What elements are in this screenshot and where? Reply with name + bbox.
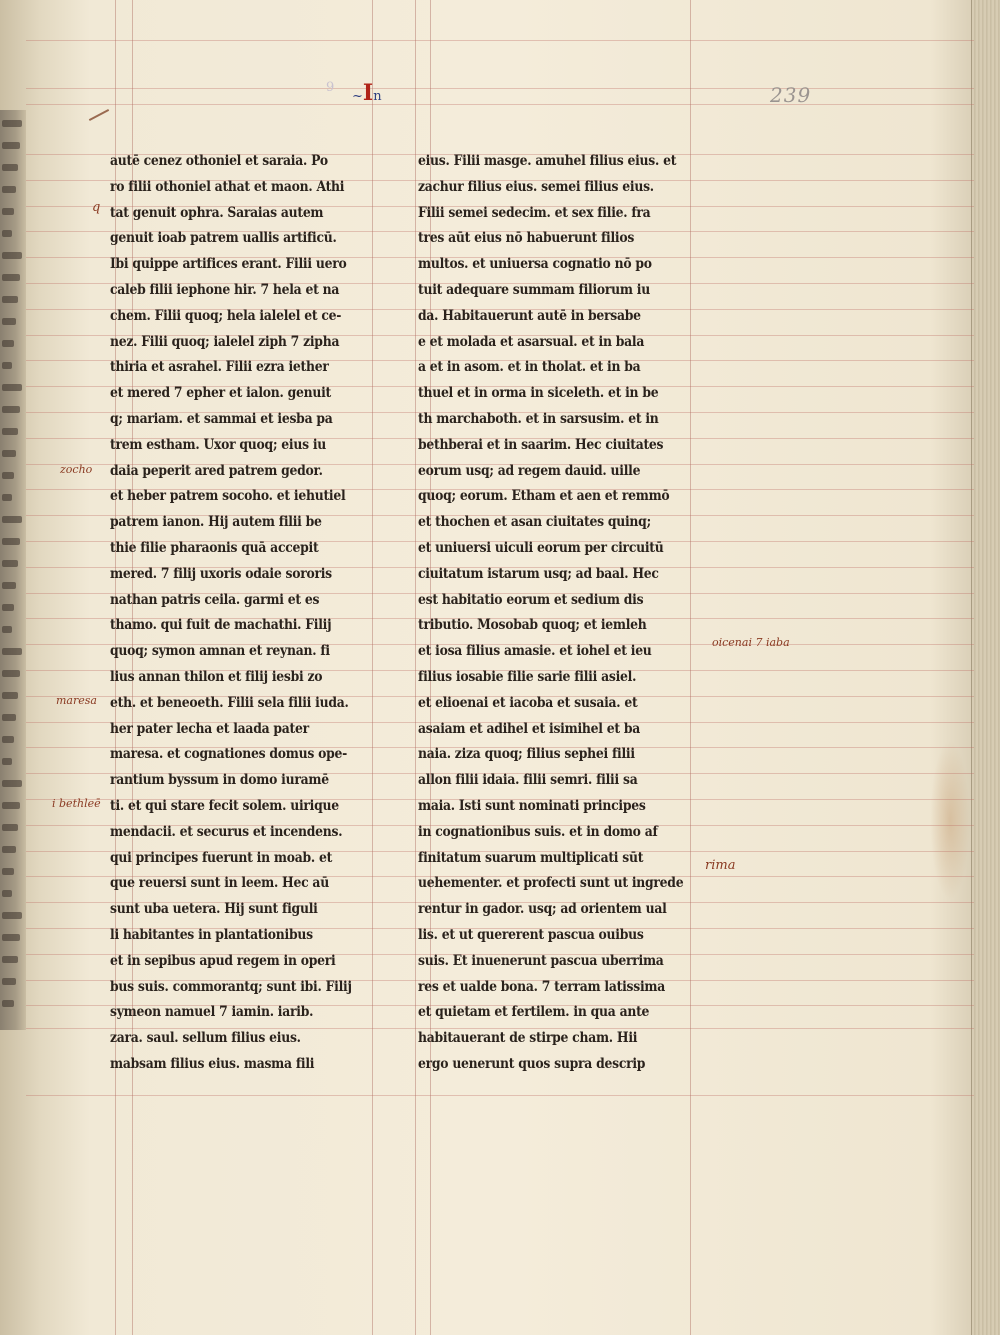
- text-line: asaiam et adihel et isimihel et ba: [418, 719, 641, 737]
- text-line: eorum usq; ad regem dauid. uille: [418, 461, 641, 479]
- text-line: qui principes fuerunt in moab. et: [110, 848, 333, 866]
- bleed-through-line: [2, 296, 18, 303]
- text-line: suis. Et inuenerunt pascua uberrima: [418, 951, 664, 969]
- bleed-through-line: [2, 120, 22, 127]
- margin-note-q: q: [92, 200, 101, 215]
- text-line: rantium byssum in domo iuramē: [110, 771, 329, 789]
- faint-mark: 9: [326, 80, 335, 95]
- bleed-through-line: [2, 956, 18, 963]
- text-line: allon filii idaia. filii semri. filii sa: [418, 771, 638, 789]
- bleed-through-line: [2, 340, 14, 347]
- bleed-through-line: [2, 934, 20, 941]
- text-line: thuel et in orma in siceleth. et in be: [418, 384, 659, 402]
- bleed-through-line: [2, 890, 12, 897]
- text-line: et elioenai et iacoba et susaia. et: [418, 693, 638, 711]
- folio-number: 239: [770, 83, 812, 107]
- text-line: et in sepibus apud regem in operi: [110, 951, 336, 969]
- text-line: trem estham. Uxor quoq; eius iu: [110, 435, 327, 453]
- text-line: est habitatio eorum et sedium dis: [418, 590, 644, 608]
- text-line: maia. Isti sunt nominati principes: [418, 796, 646, 814]
- bleed-through-line: [2, 758, 12, 765]
- text-line: nez. Filii quoq; ialelel ziph 7 zipha: [110, 332, 340, 350]
- text-line: tat genuit ophra. Saraias autem: [110, 203, 324, 221]
- bleed-through-line: [2, 802, 20, 809]
- margin-note-maresa: maresa: [56, 694, 97, 707]
- text-line: filius iosabie filie sarie filii asiel.: [418, 667, 637, 685]
- text-line: et uniuersi uiculi eorum per circuitū: [418, 538, 664, 556]
- text-line: bethberai et in saarim. Hec ciuitates: [418, 435, 664, 453]
- running-header-suffix: n: [373, 89, 382, 104]
- bleed-through-line: [2, 538, 20, 545]
- text-line: tributio. Mosobab quoq; et iemleh: [418, 616, 647, 634]
- text-line: caleb filii iephone hir. 7 hela et na: [110, 280, 340, 298]
- text-line: symeon namuel 7 iamin. iarib.: [110, 1003, 314, 1021]
- text-line: bus suis. commorantq; sunt ibi. Filij: [110, 977, 352, 995]
- bleed-through-line: [2, 362, 12, 369]
- bleed-through-line: [2, 252, 22, 259]
- bleed-through-line: [2, 912, 22, 919]
- text-line: chem. Filii quoq; hela ialelel et ce-: [110, 306, 342, 324]
- text-column-left: [110, 148, 410, 1077]
- bleed-through-line: [2, 516, 22, 523]
- text-line: mendacii. et securus et incendens.: [110, 822, 343, 840]
- bleed-through-line: [2, 670, 20, 677]
- text-line: lis. et ut quererent pascua ouibus: [418, 925, 644, 943]
- text-line: her pater lecha et laada pater: [110, 719, 309, 737]
- bleed-through-line: [2, 648, 22, 655]
- text-line: th marchaboth. et in sarsusim. et in: [418, 409, 659, 427]
- text-line: a et in asom. et in tholat. et in ba: [418, 358, 641, 376]
- margin-note-oicenai: oicenai 7 iaba: [712, 636, 790, 649]
- text-line: res et ualde bona. 7 terram latissima: [418, 977, 665, 995]
- text-line: tuit adequare summam filiorum iu: [418, 280, 650, 298]
- bleed-through-line: [2, 604, 14, 611]
- bleed-through-line: [2, 384, 22, 391]
- text-line: zachur filius eius. semei filius eius.: [418, 177, 654, 195]
- text-line: mered. 7 filij uxoris odaie sororis: [110, 564, 332, 582]
- bleed-through-line: [2, 406, 20, 413]
- bleed-through-line: [2, 846, 16, 853]
- bleed-through-line: [2, 208, 14, 215]
- bleed-through-line: [2, 582, 16, 589]
- text-line: maresa. et cognationes domus ope-: [110, 745, 347, 763]
- text-line: genuit ioab patrem uallis artificū.: [110, 229, 337, 247]
- text-line: finitatum suarum multiplicati sūt: [418, 848, 644, 866]
- text-line: eius. Filii masge. amuhel filius eius. et: [418, 152, 677, 169]
- bleed-through-line: [2, 824, 18, 831]
- text-line: zara. saul. sellum filius eius.: [110, 1029, 301, 1047]
- text-line: ciuitatum istarum usq; ad baal. Hec: [418, 564, 659, 582]
- text-line: ro filii othoniel athat et maon. Athi: [110, 177, 345, 195]
- text-line: autē cenez othoniel et saraia. Po: [110, 152, 328, 169]
- text-line: mabsam filius eius. masma fili: [110, 1054, 315, 1072]
- bleed-through-line: [2, 626, 12, 633]
- text-line: et iosa filius amasie. et iohel et ieu: [418, 642, 652, 660]
- text-line: e et molada et asarsual. et in bala: [418, 332, 645, 350]
- bleed-through-line: [2, 560, 18, 567]
- page-edges: [971, 0, 1000, 1335]
- text-line: naia. ziza quoq; filius sephei filii: [418, 745, 635, 763]
- text-line: que reuersi sunt in leem. Hec aū: [110, 874, 329, 892]
- bleed-through-line: [2, 868, 14, 875]
- text-line: patrem ianon. Hij autem filii be: [110, 513, 322, 531]
- text-line: Ibi quippe artifices erant. Filii uero: [110, 255, 347, 273]
- margin-note-rima: rima: [705, 858, 736, 873]
- bleed-through-line: [2, 186, 16, 193]
- bleed-through-line: [2, 978, 16, 985]
- text-line: da. Habitauerunt autē in bersabe: [418, 306, 641, 324]
- bleed-through-line: [2, 692, 18, 699]
- bleed-through-line: [2, 428, 18, 435]
- ruling-line: [26, 40, 974, 41]
- text-line: Filii semei sedecim. et sex filie. fra: [418, 203, 651, 221]
- bleed-through-line: [2, 714, 16, 721]
- running-header: [352, 80, 382, 106]
- text-line: multos. et uniuersa cognatio nō po: [418, 255, 652, 273]
- text-line: et thochen et asan ciuitates quinq;: [418, 513, 651, 531]
- text-line: thie filie pharaonis quā accepit: [110, 538, 319, 556]
- running-header-mark: ~: [352, 89, 363, 104]
- bleed-through-line: [2, 450, 16, 457]
- text-line: quoq; eorum. Etham et aen et remmō: [418, 487, 670, 505]
- text-line: q; mariam. et sammai et iesba pa: [110, 409, 333, 427]
- bleed-through-line: [2, 230, 12, 237]
- bleed-through-line: [2, 1000, 14, 1007]
- bleed-through-line: [2, 164, 18, 171]
- text-line: nathan patris ceila. garmi et es: [110, 590, 320, 608]
- margin-note-zocho: zocho: [60, 463, 93, 476]
- margin-stroke: [89, 109, 109, 121]
- text-line: in cognationibus suis. et in domo af: [418, 822, 658, 840]
- ruling-line: [26, 1095, 974, 1096]
- ruling-line: [26, 104, 974, 105]
- bleed-through-line: [2, 274, 20, 281]
- text-column-right: [418, 148, 743, 1077]
- text-line: daia peperit ared patrem gedor.: [110, 461, 323, 479]
- text-line: et quietam et fertilem. in qua ante: [418, 1003, 650, 1021]
- binding-gutter: [0, 110, 26, 1030]
- text-line: uehementer. et profecti sunt ut ingrede: [418, 874, 684, 892]
- text-line: et mered 7 epher et ialon. genuit: [110, 384, 331, 402]
- bleed-through-line: [2, 472, 14, 479]
- text-line: thamo. qui fuit de machathi. Filij: [110, 616, 332, 634]
- text-line: habitauerant de stirpe cham. Hii: [418, 1029, 638, 1047]
- running-header-initial: I: [362, 80, 374, 106]
- text-line: ti. et qui stare fecit solem. uirique: [110, 796, 339, 814]
- text-line: rentur in gador. usq; ad orientem ual: [418, 900, 667, 918]
- text-line: thiria et asrahel. Filii ezra iether: [110, 358, 329, 376]
- text-line: sunt uba uetera. Hij sunt figuli: [110, 900, 318, 918]
- margin-note-bethlehem: i bethleē: [52, 797, 101, 810]
- text-line: tres aūt eius nō habuerunt filios: [418, 229, 635, 247]
- bleed-through-line: [2, 494, 12, 501]
- text-line: lius annan thilon et filij iesbi zo: [110, 667, 323, 685]
- text-line: eth. et beneoeth. Filii sela filii iuda.: [110, 693, 349, 711]
- bleed-through-line: [2, 780, 22, 787]
- column-ruling: [415, 0, 416, 1335]
- text-line: quoq; symon amnan et reynan. fi: [110, 642, 330, 660]
- ruling-line: [26, 88, 974, 89]
- text-line: et heber patrem socoho. et iehutiel: [110, 487, 346, 505]
- bleed-through-line: [2, 142, 20, 149]
- bleed-through-line: [2, 318, 16, 325]
- bleed-through-line: [2, 736, 14, 743]
- text-line: ergo uenerunt quos supra descrip: [418, 1054, 646, 1072]
- text-line: li habitantes in plantationibus: [110, 925, 313, 943]
